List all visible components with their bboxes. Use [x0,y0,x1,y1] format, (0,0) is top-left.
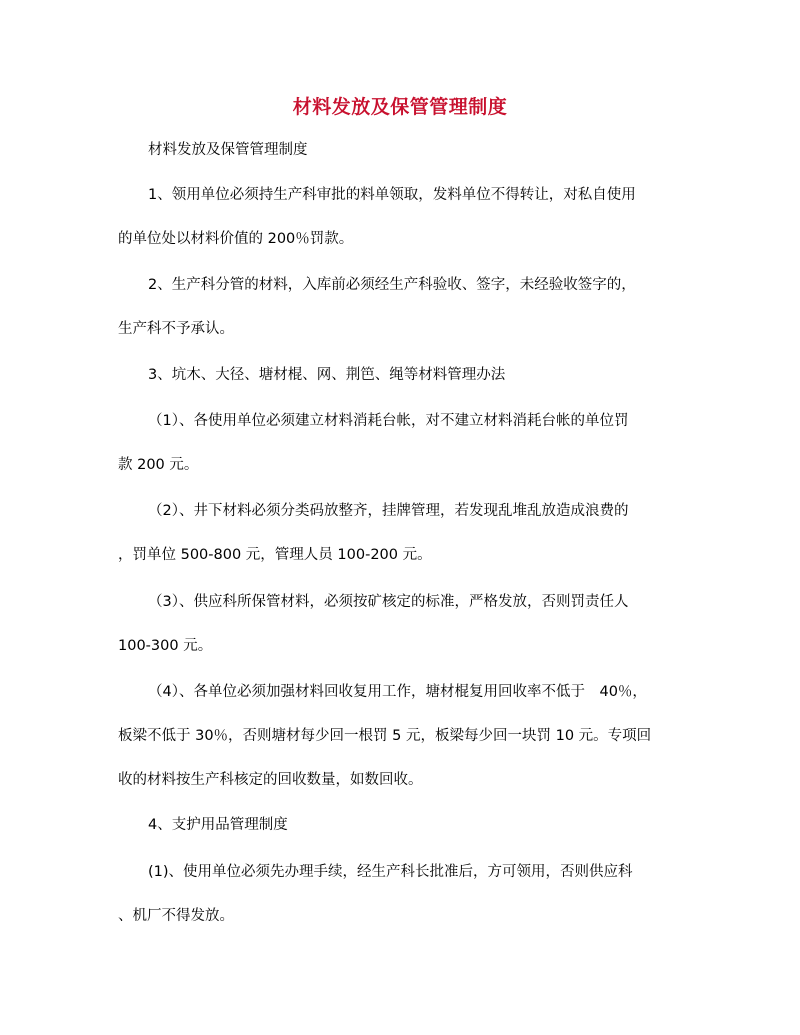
paragraph-3 [118,353,683,397]
paragraph-line: 生产科不予承认。 [118,321,234,337]
subtitle-line: 材料发放及保管管理制度 [148,142,308,158]
paragraph-5 [118,489,683,577]
paragraph-line: 、机厂不得发放。 [118,908,234,924]
paragraph-line: （1）、各使用单位必须建立材料消耗台帐，对不建立材料消耗台帐的单位罚 [148,413,629,429]
paragraph-line: 3、坑木、大径、塘材棍、网、荆笆、绳等材料管理办法 [148,367,506,383]
paragraph-line: (1)、使用单位必须先办理手续，经生产科长批准后，方可领用，否则供应科 [148,864,633,880]
paragraph-line: 2、生产科分管的材料，入库前必须经生产科验收、签字，未经验收签字的， [148,277,636,293]
paragraph-9 [118,850,683,938]
paragraph-line: 100-300 元。 [118,638,213,654]
paragraph-line: 款 200 元。 [118,457,199,473]
paragraph-line: 收的材料按生产科核定的回收数量，如数回收。 [118,772,423,788]
paragraph-line: （4）、各单位必须加强材料回收复用工作，塘材棍复用回收率不低于 40％， [148,684,647,700]
paragraph-7 [118,670,683,802]
paragraph-line: （3）、供应科所保管材料，必须按矿核定的标准，严格发放，否则罚责任人 [148,594,629,610]
paragraph-2 [118,263,683,351]
paragraph-line: 的单位处以材料价值的 200％罚款。 [118,231,354,247]
paragraph-1 [118,173,683,261]
paragraph-line: 4、支护用品管理制度 [148,817,288,833]
paragraph-line: ，罚单位 500-800 元，管理人员 100-200 元。 [118,547,432,563]
paragraph-line: 板梁不低于 30％，否则塘材每少回一根罚 5 元，板梁每少回一块罚 10 元。专项回 [118,728,652,744]
document-subtitle [118,128,683,172]
paragraph-4 [118,399,683,487]
document-title: 材料发放及保管管理制度 [292,96,508,118]
paragraph-8 [118,803,683,847]
paragraph-line: （2）、井下材料必须分类码放整齐，挂牌管理，若发现乱堆乱放造成浪费的 [148,503,629,519]
paragraph-line: 1、领用单位必须持生产科审批的料单领取，发料单位不得转让，对私自使用 [148,187,636,203]
paragraph-6 [118,580,683,668]
